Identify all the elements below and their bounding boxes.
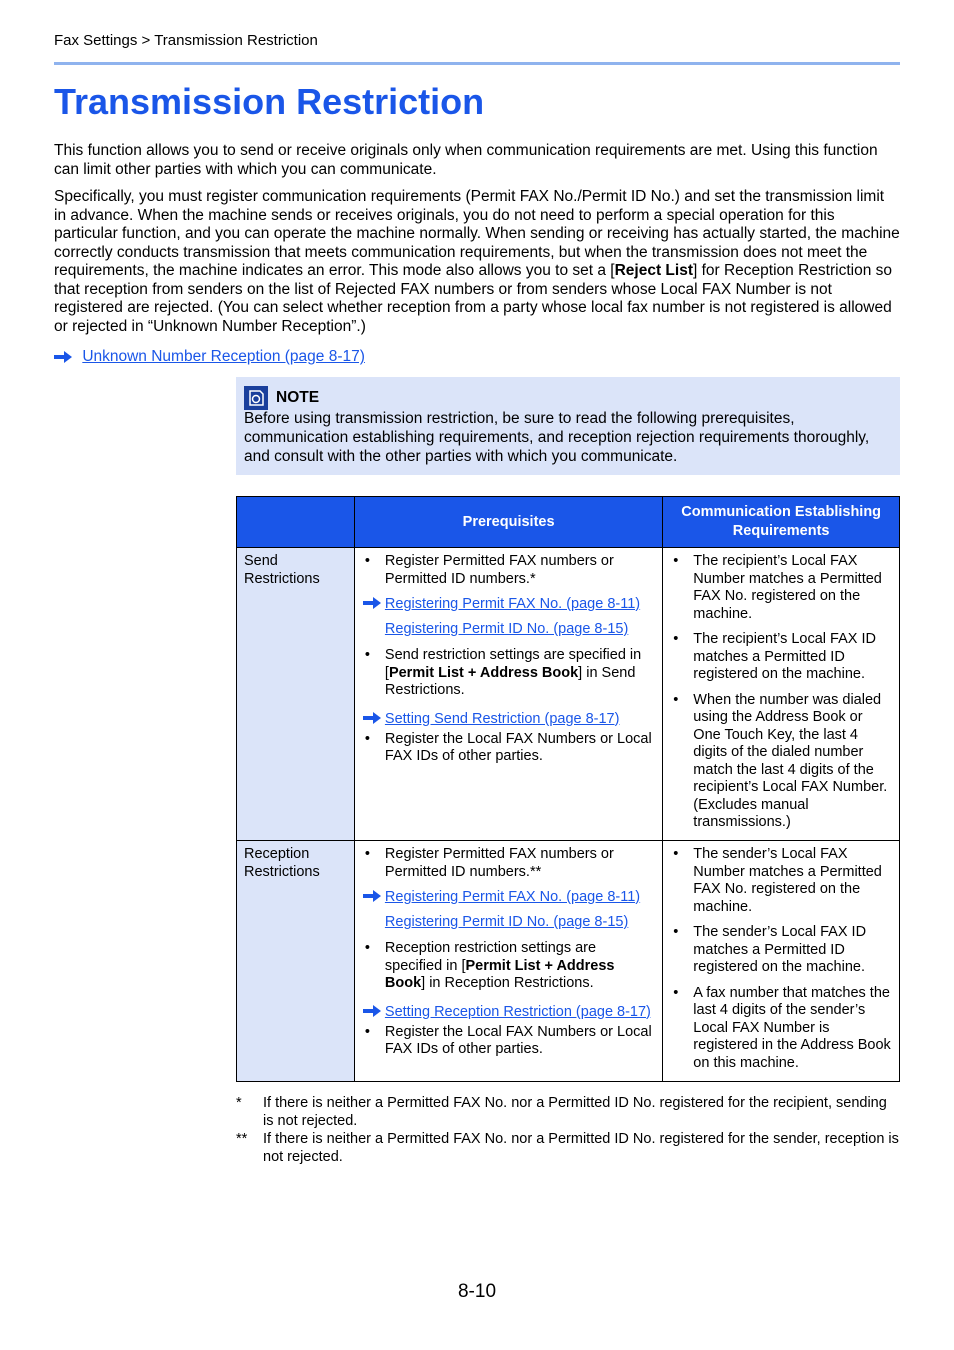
xref-permit-id-no [361,619,656,639]
list-item: • The recipient’s Local FAX Number matches a Permitted FAX No. registered on the machine. [673,553,882,622]
xref-permit-fax-no [361,887,656,907]
reject-list-term: Reject List [614,262,693,279]
setting-send-restriction-link[interactable]: Setting Send Restriction (page 8-17) [384,710,620,727]
xref-setting-send-restriction [361,709,656,729]
list-item: • Register the Local FAX Numbers or Local FAX IDs of other parties. [364,730,652,764]
list-item: • Register Permitted FAX numbers or Permitted ID numbers.* [364,553,614,587]
page-number: 8-10 [457,1281,497,1302]
list-item: • When the number was dialed using the Address Book or One Touch Key, the last 4 digits of the dialed number match the last 4 digits of the recipient’s Local FAX Number. (Excludes manual transmissions.) [673,691,888,830]
intro-paragraph-1: This function allows you to send or receive originals only when communication requirements are met. Using this function can limit other parties with which you can communicate. [54,142,878,178]
reception-prerequisites [354,841,662,1082]
table-header-row [237,497,900,548]
unknown-number-reception-link[interactable]: Unknown Number Reception (page 8-17) [82,348,365,365]
list-item: • Reception restriction settings are specified in [Permit List + Address Book] in Reception Restrictions. [364,940,615,991]
arrow-right-icon [363,712,381,724]
list-item: • Send restriction settings are specified in [Permit List + Address Book] in Send Restrictions. [364,647,642,698]
setting-reception-restriction-link[interactable]: Setting Reception Restriction (page 8-17) [384,1003,651,1020]
xref-setting-reception-restriction [361,1002,656,1022]
reception-restrictions-label: Reception Restrictions [237,841,355,1082]
header-divider [54,62,900,65]
arrow-right-icon [54,351,72,363]
header-prerequisites: Prerequisites [354,497,662,548]
header-communication-requirements: Communication Establishing Requirements [663,497,900,548]
permit-id-no-link[interactable]: Registering Permit ID No. (page 8-15) [384,621,629,637]
table-row [237,548,900,841]
send-communication-requirements [663,548,900,841]
note-icon [244,386,268,410]
permit-fax-no-link[interactable]: Registering Permit FAX No. (page 8-11) [384,889,641,905]
reception-communication-requirements [663,841,900,1082]
restriction-table [236,496,900,1082]
list-item: • The recipient’s Local FAX ID matches a Permitted ID registered on the machine. [673,631,876,682]
xref-permit-fax-no [361,594,656,614]
permit-id-no-link[interactable]: Registering Permit ID No. (page 8-15) [384,914,629,930]
list-item: • The sender’s Local FAX Number matches a Permitted FAX No. registered on the machine. [673,846,882,915]
list-item: • The sender’s Local FAX ID matches a Permitted ID registered on the machine. [673,924,867,975]
intro-paragraph-2: Specifically, you must register communication requirements (Permit FAX No./Permit ID No.) and set the transmission limit in advance. When the machine sends or receives originals, you do not need to perform a special operation for this particular function, and you can operate the machine normally. When sending or receiving has actually started, the machine correctly conducts transmission that meets communication requirements, but when the transmission does not meet the requirements, the machine indicates an error. This mode also allows you to set a [Reject List] for Reception Restriction so that reception from senders on the list of Rejected FAX numbers or from senders whose Local FAX Number is not registered are rejected. (You can select whether reception from a party whose local fax number is not registered is allowed or rejected in “Unknown Number Reception”.) [54,188,900,335]
page-title: Transmission Restriction [54,81,485,122]
header-blank [237,497,355,548]
breadcrumb: Fax Settings > Transmission Restriction [54,32,318,49]
arrow-right-icon [363,890,381,902]
note-box [236,377,900,475]
send-prerequisites [354,548,662,841]
arrow-right-icon [363,1005,381,1017]
footnote: ** If there is neither a Permitted FAX No. nor a Permitted ID No. registered for the sender, reception is not rejected. [236,1131,899,1165]
arrow-right-icon [363,597,381,609]
table-row [237,841,900,1082]
list-item: • A fax number that matches the last 4 digits of the sender’s Local FAX Number is registered in the Address Book on this machine. [673,984,891,1071]
list-item: • Register the Local FAX Numbers or Local FAX IDs of other parties. [364,1023,652,1057]
xref-permit-id-no [361,912,656,932]
note-text: Before using transmission restriction, be sure to read the following prerequisites, communication establishing requirements, and reception rejection requirements thoroughly, and consult with the other parties with which you communicate. [244,410,870,465]
footnote: * If there is neither a Permitted FAX No. nor a Permitted ID No. registered for the recipient, sending is not rejected. [236,1095,887,1129]
send-restrictions-label: Send Restrictions [237,548,355,841]
permit-fax-no-link[interactable]: Registering Permit FAX No. (page 8-11) [384,596,641,612]
note-heading: NOTE [244,386,319,410]
xref-unknown-number-reception [54,348,365,366]
list-item: • Register Permitted FAX numbers or Permitted ID numbers.** [364,846,614,880]
